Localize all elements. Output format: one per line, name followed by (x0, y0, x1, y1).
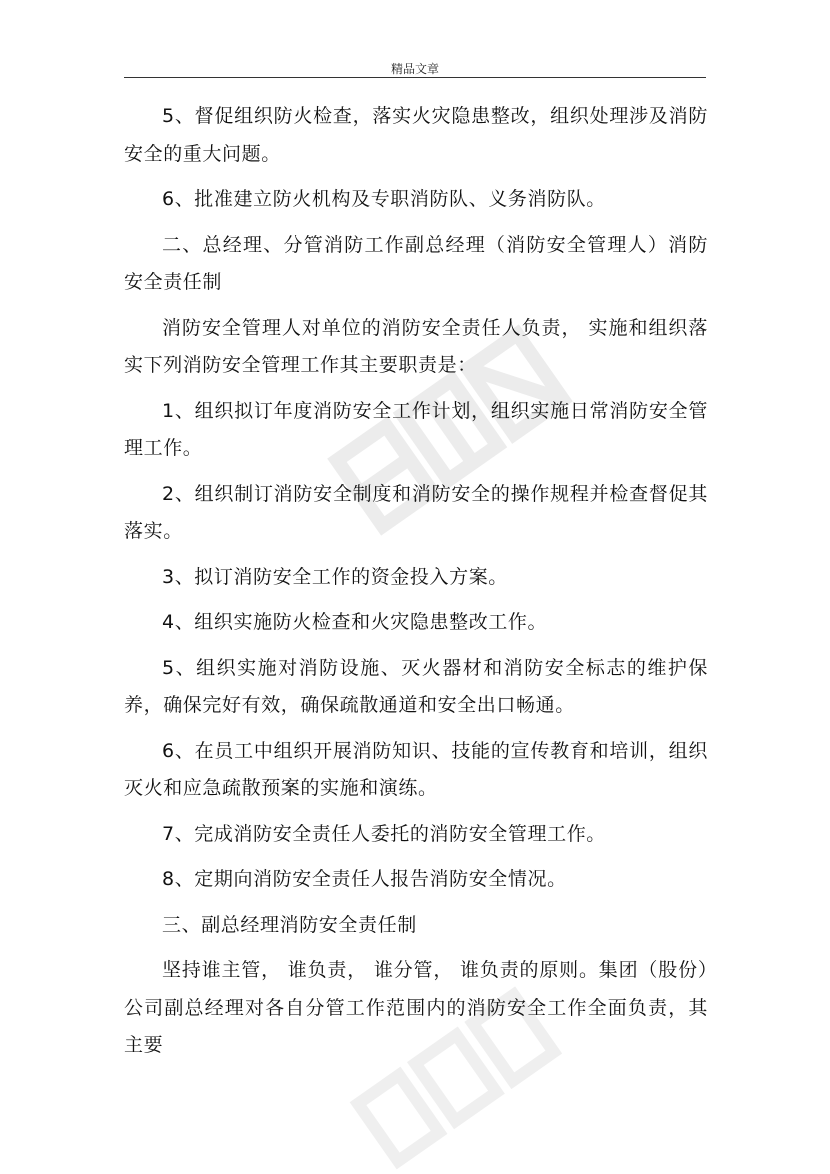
section-heading: 二、总经理、分管消防工作副总经理（消防安全管理人）消防安全责任制 (124, 233, 708, 293)
paragraph: 4、组织实施防火检查和火灾隐患整改工作。 (162, 611, 548, 633)
paragraph: 5、督促组织防火检查，落实火灾隐患整改，组织处理涉及消防安全的重大问题。 (124, 105, 708, 165)
paragraph: 6、在员工中组织开展消防知识、技能的宣传教育和培训，组织灭火和应急疏散预案的实施和演练。 (124, 739, 708, 799)
paragraph: 8、定期向消防安全责任人报告消防安全情况。 (162, 868, 567, 890)
paragraph: 5、组织实施对消防设施、灭火器材和消防安全标志的维护保养，确保完好有效，确保疏散通道和安全出口畅通。 (124, 656, 708, 716)
paragraph: 2、组织制订消防安全制度和消防安全的操作规程并检查督促其落实。 (124, 482, 708, 542)
paragraph: 7、完成消防安全责任人委托的消防安全管理工作。 (162, 822, 606, 845)
paragraph: 消防安全管理人对单位的消防安全责任人负责， 实施和组织落实下列消防安全管理工作其主要职责是： (124, 316, 708, 376)
paragraph: 6、批准建立防火机构及专职消防队、义务消防队。 (162, 188, 606, 210)
paragraph: 坚持谁主管， 谁负责， 谁分管， 谁负责的原则。集团（股份）公司副总经理对各自分管工作范围内的消防安全工作全面负责，其主要 (124, 959, 708, 1056)
header-divider (124, 77, 706, 78)
page-header-title: 精品文章 (390, 62, 439, 76)
section-heading: 三、副总经理消防安全责任制 (162, 913, 417, 936)
document-body (124, 98, 708, 1065)
paragraph: 1、组织拟订年度消防安全工作计划，组织实施日常消防安全管理工作。 (124, 399, 708, 459)
paragraph: 3、拟订消防安全工作的资金投入方案。 (162, 565, 508, 588)
